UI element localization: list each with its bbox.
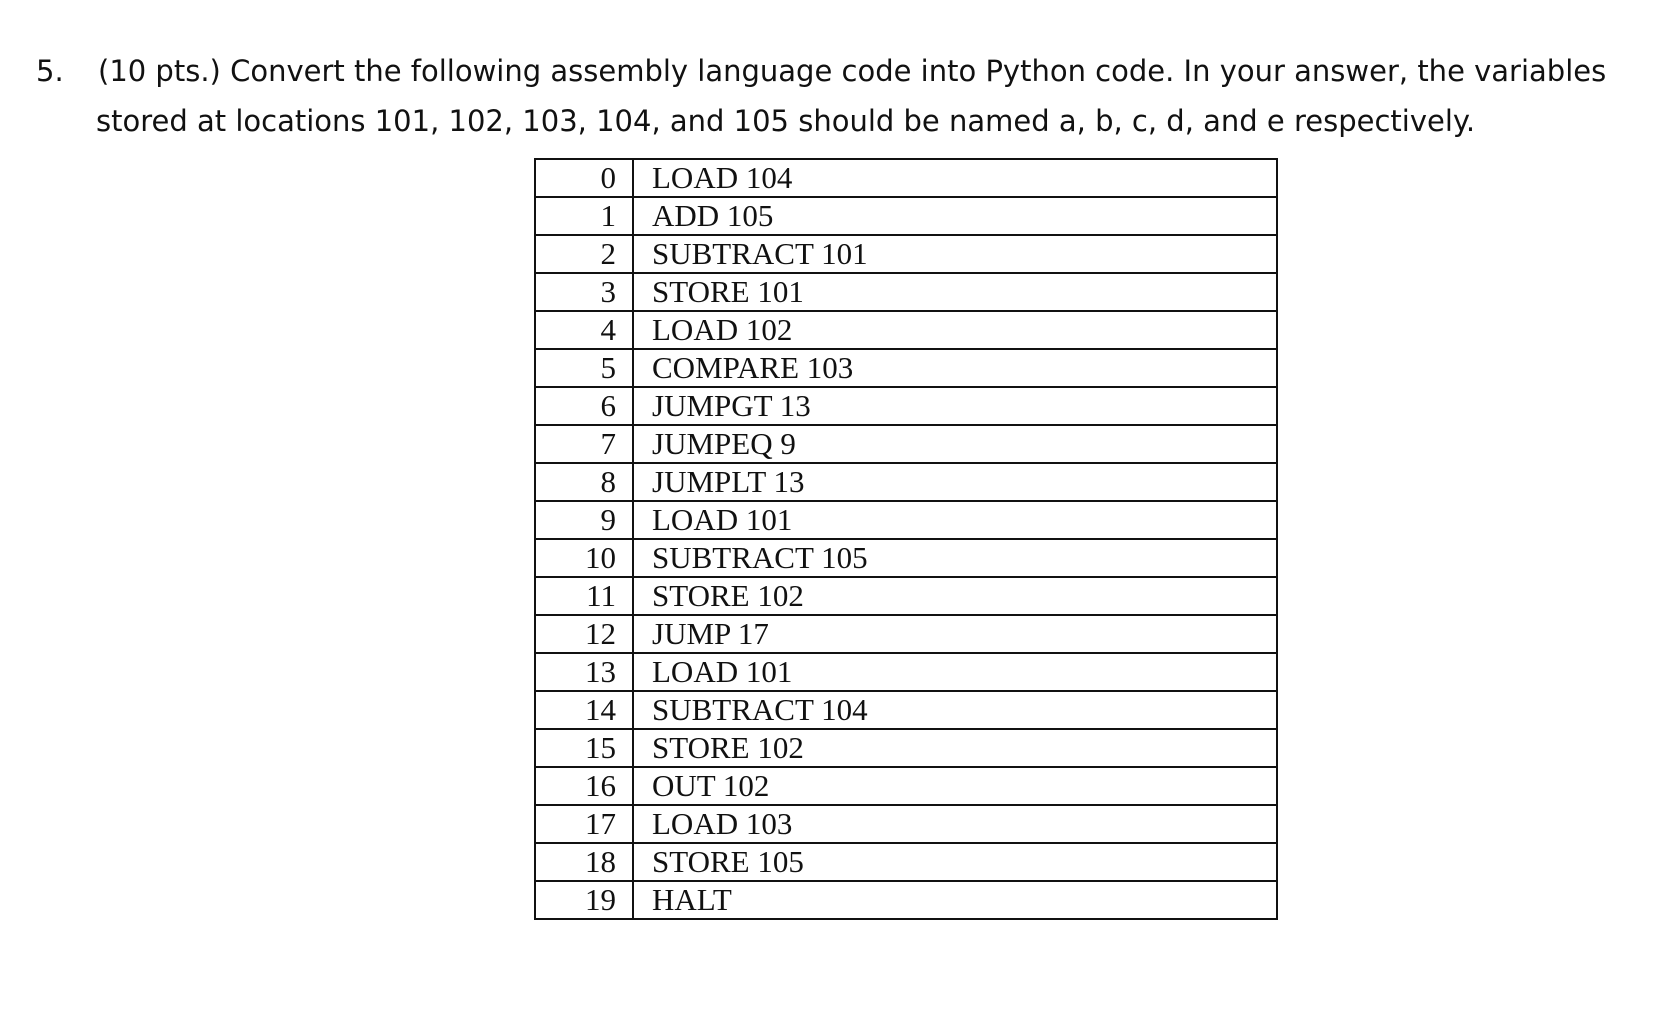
code-instruction: LOAD 101 (633, 501, 1277, 539)
code-row (535, 805, 1277, 843)
code-instruction: SUBTRACT 105 (633, 539, 1277, 577)
code-instruction: STORE 102 (633, 729, 1277, 767)
code-instruction: LOAD 103 (633, 805, 1277, 843)
code-address: 19 (535, 881, 633, 919)
code-row (535, 767, 1277, 805)
code-row (535, 539, 1277, 577)
code-address: 0 (535, 159, 633, 197)
code-instruction: JUMPGT 13 (633, 387, 1277, 425)
code-row (535, 273, 1277, 311)
code-instruction: SUBTRACT 104 (633, 691, 1277, 729)
code-instruction: STORE 105 (633, 843, 1277, 881)
code-address: 10 (535, 539, 633, 577)
code-address: 18 (535, 843, 633, 881)
code-row (535, 577, 1277, 615)
code-row (535, 881, 1277, 919)
code-address: 7 (535, 425, 633, 463)
code-row (535, 387, 1277, 425)
code-address: 2 (535, 235, 633, 273)
assembly-code-table (534, 158, 1278, 920)
question-line-1 (36, 46, 1606, 96)
code-address: 12 (535, 615, 633, 653)
code-row (535, 463, 1277, 501)
code-row (535, 159, 1277, 197)
code-instruction: JUMPEQ 9 (633, 425, 1277, 463)
code-instruction: LOAD 102 (633, 311, 1277, 349)
code-instruction: COMPARE 103 (633, 349, 1277, 387)
code-row (535, 349, 1277, 387)
code-address: 15 (535, 729, 633, 767)
code-address: 11 (535, 577, 633, 615)
code-address: 4 (535, 311, 633, 349)
code-row (535, 729, 1277, 767)
code-row (535, 843, 1277, 881)
code-address: 13 (535, 653, 633, 691)
code-address: 1 (535, 197, 633, 235)
code-row (535, 311, 1277, 349)
code-instruction: SUBTRACT 101 (633, 235, 1277, 273)
code-row (535, 501, 1277, 539)
code-row (535, 691, 1277, 729)
code-row (535, 235, 1277, 273)
code-address: 3 (535, 273, 633, 311)
code-instruction: OUT 102 (633, 767, 1277, 805)
question-text-line-2: stored at locations 101, 102, 103, 104, and 105 should be named a, b, c, d, and e respectively. (96, 104, 1476, 138)
code-instruction: ADD 105 (633, 197, 1277, 235)
code-address: 17 (535, 805, 633, 843)
question-number: 5. (36, 54, 64, 88)
code-row (535, 425, 1277, 463)
code-address: 5 (535, 349, 633, 387)
code-address: 9 (535, 501, 633, 539)
code-instruction: JUMP 17 (633, 615, 1277, 653)
code-address: 8 (535, 463, 633, 501)
code-instruction: HALT (633, 881, 1277, 919)
code-instruction: STORE 101 (633, 273, 1277, 311)
code-row (535, 653, 1277, 691)
assembly-code-body (535, 159, 1277, 919)
code-row (535, 197, 1277, 235)
question-text-line-1: (10 pts.) Convert the following assembly language code into Python code. In your answer, the variables (98, 54, 1607, 88)
code-instruction: JUMPLT 13 (633, 463, 1277, 501)
code-row (535, 615, 1277, 653)
code-instruction: STORE 102 (633, 577, 1277, 615)
code-address: 16 (535, 767, 633, 805)
code-instruction: LOAD 101 (633, 653, 1277, 691)
code-address: 14 (535, 691, 633, 729)
code-address: 6 (535, 387, 633, 425)
code-instruction: LOAD 104 (633, 159, 1277, 197)
